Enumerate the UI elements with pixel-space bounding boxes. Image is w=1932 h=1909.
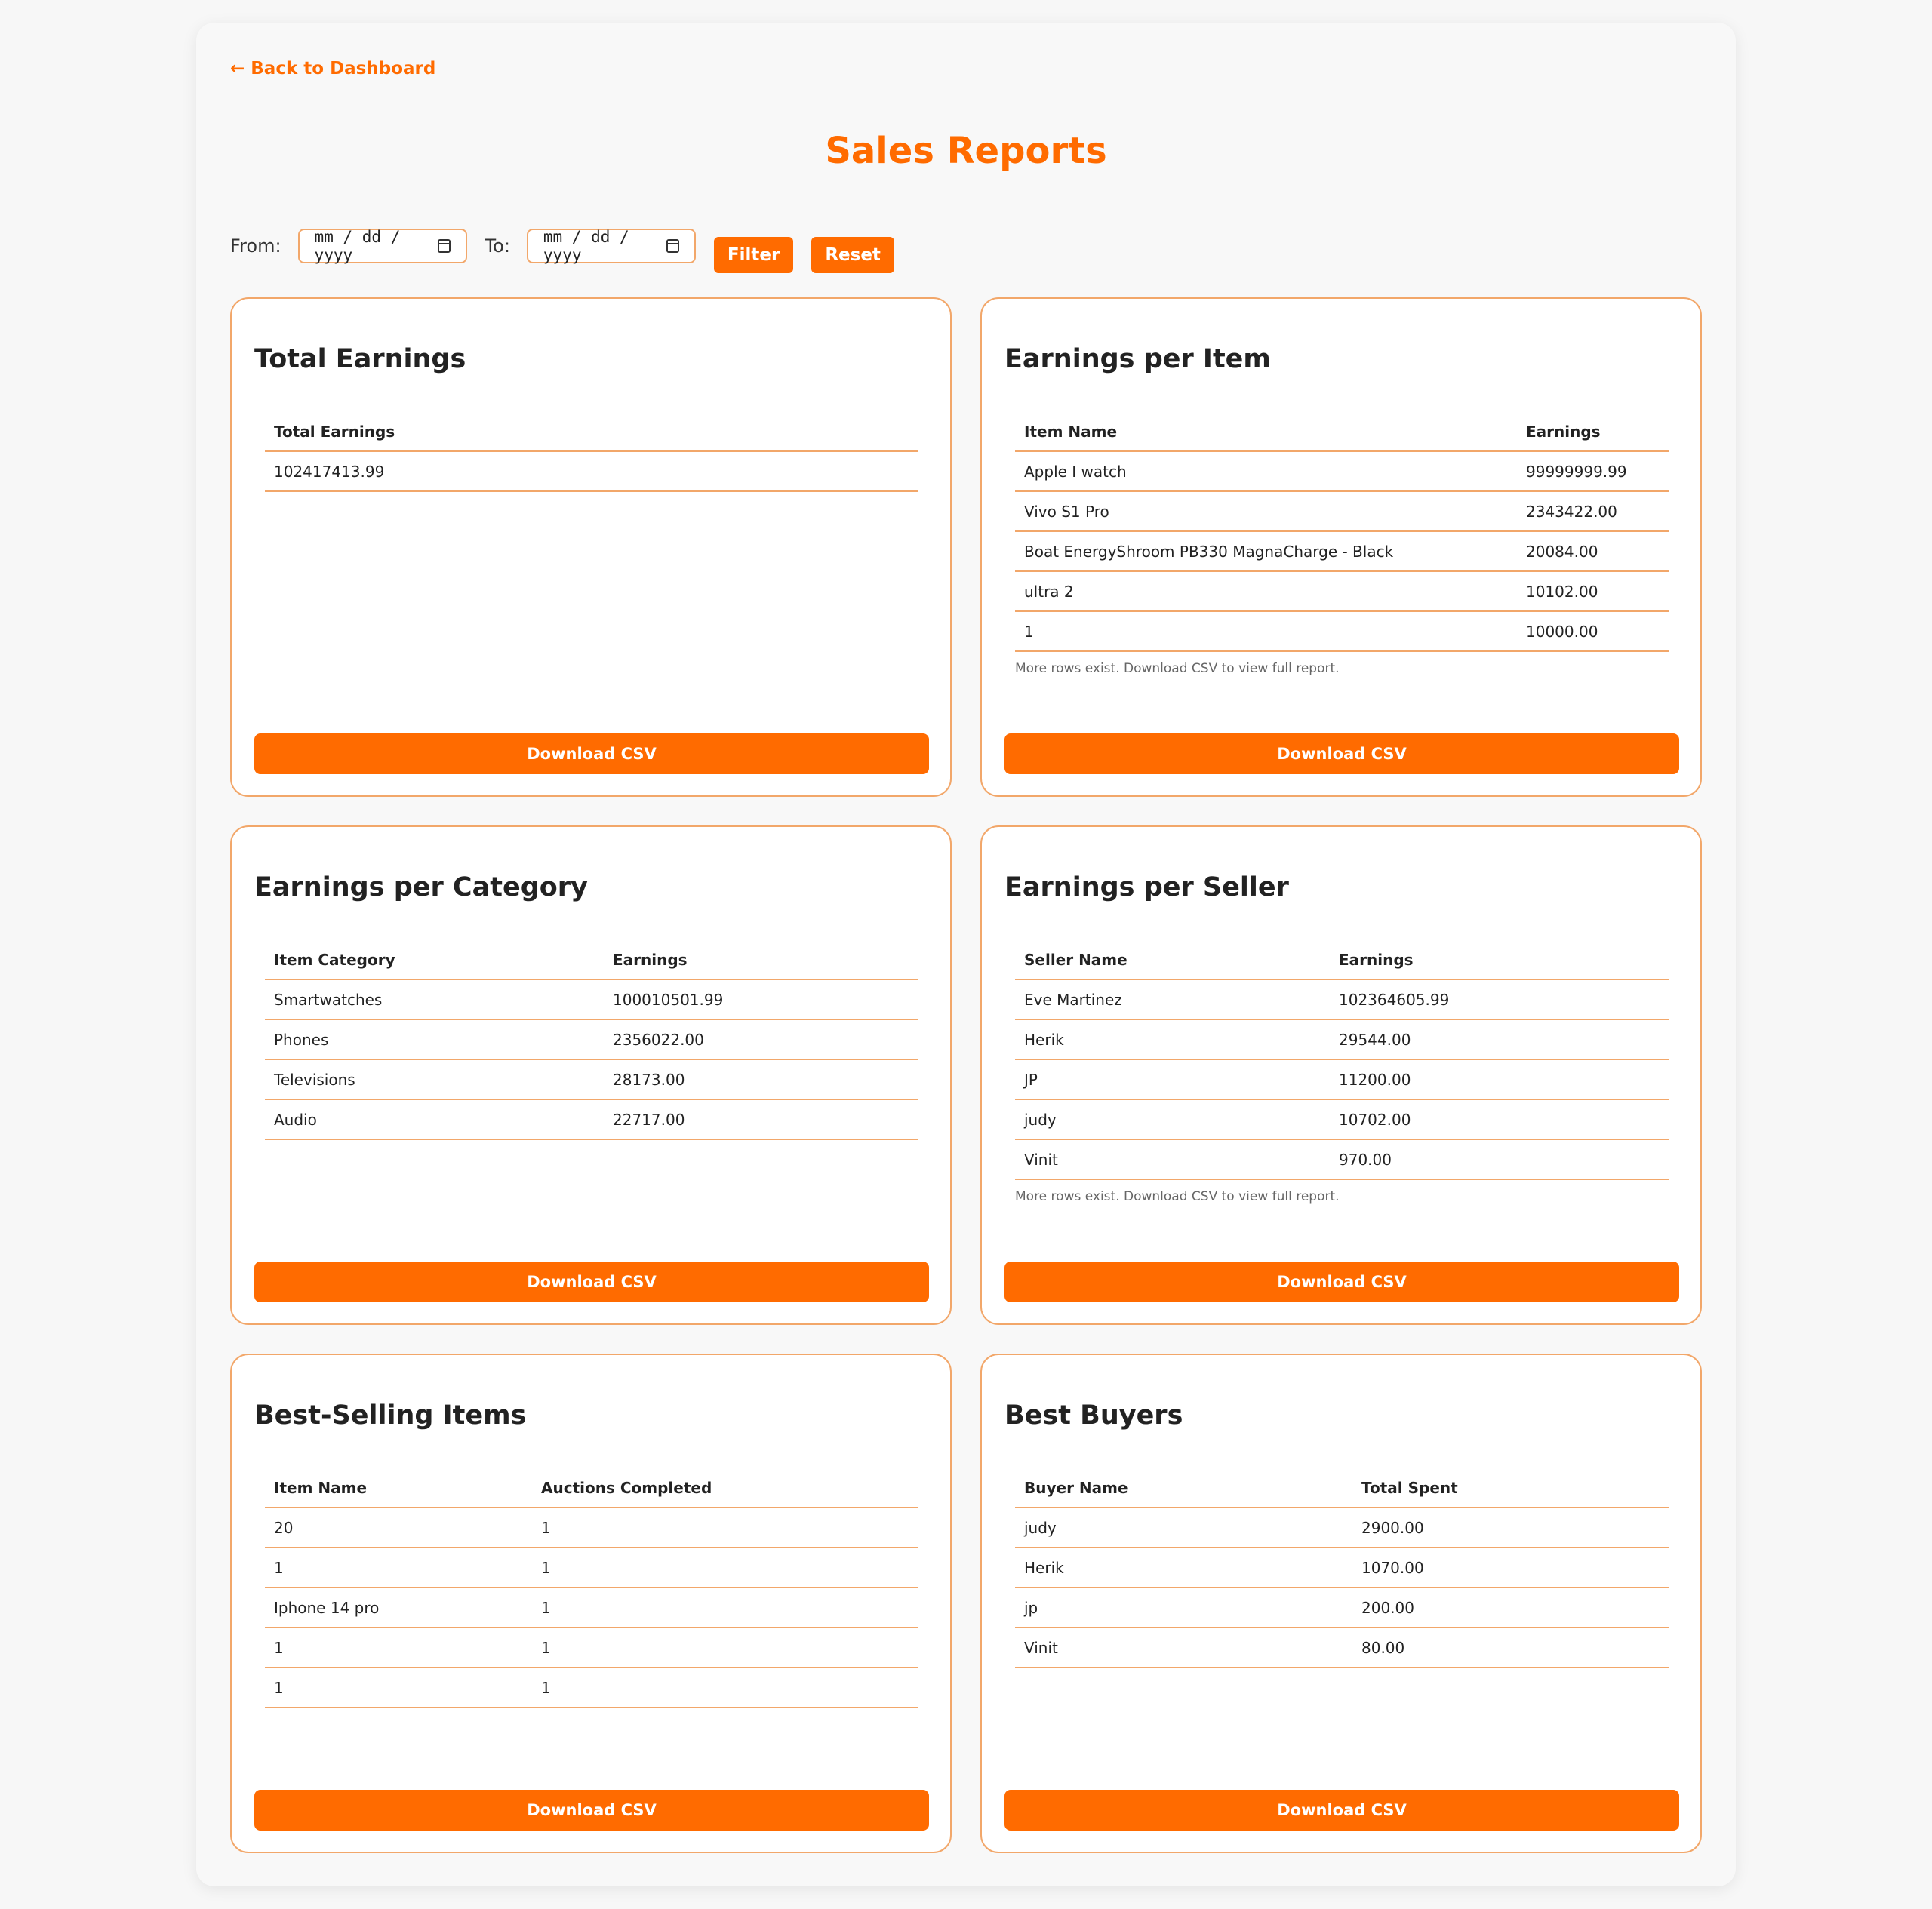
table-cell: 102364605.99	[1330, 979, 1669, 1019]
table-row	[265, 979, 918, 1019]
table-row	[1015, 611, 1669, 651]
column-header: Item Category	[265, 940, 604, 979]
from-label: From:	[230, 235, 281, 257]
table-row	[265, 1508, 918, 1548]
table-row	[1015, 1099, 1669, 1139]
table-cell: 1	[532, 1588, 918, 1628]
column-header: Total Earnings	[265, 412, 918, 451]
table-cell: ultra 2	[1015, 571, 1517, 611]
download-csv-button[interactable]: Download CSV	[254, 733, 929, 774]
table-cell: 1	[265, 1668, 532, 1708]
calendar-icon[interactable]	[438, 239, 451, 253]
card-title: Best Buyers	[1004, 1400, 1183, 1431]
table-row	[265, 1059, 918, 1099]
page-title: Sales Reports	[825, 130, 1107, 172]
table-cell: Phones	[265, 1019, 604, 1059]
table-row	[265, 1099, 918, 1139]
report-table	[265, 1468, 918, 1708]
table-row	[265, 1668, 918, 1708]
column-header: Earnings	[604, 940, 918, 979]
table-row	[265, 451, 918, 491]
download-csv-button[interactable]: Download CSV	[254, 1262, 929, 1302]
table-row	[1015, 571, 1669, 611]
best-selling-items-card	[230, 1354, 952, 1853]
more-rows-note: More rows exist. Download CSV to view full report.	[1015, 661, 1340, 676]
column-header: Seller Name	[1015, 940, 1330, 979]
table-cell: Eve Martinez	[1015, 979, 1330, 1019]
table-cell: 99999999.99	[1517, 451, 1669, 491]
download-csv-button[interactable]: Download CSV	[1004, 1262, 1679, 1302]
calendar-icon[interactable]	[666, 239, 679, 253]
download-csv-button[interactable]: Download CSV	[1004, 1790, 1679, 1831]
table-cell: Herik	[1015, 1548, 1352, 1588]
table-cell: 1	[532, 1508, 918, 1548]
total-earnings-card	[230, 297, 952, 797]
filter-button[interactable]: Filter	[714, 237, 793, 273]
table-cell: 1	[1015, 611, 1517, 651]
table-cell: 2356022.00	[604, 1019, 918, 1059]
table-cell: 28173.00	[604, 1059, 918, 1099]
best-buyers-card	[980, 1354, 1702, 1853]
table-cell: Televisions	[265, 1059, 604, 1099]
card-title: Earnings per Seller	[1004, 872, 1289, 902]
table-cell: Audio	[265, 1099, 604, 1139]
download-csv-button[interactable]: Download CSV	[1004, 733, 1679, 774]
report-table	[265, 940, 918, 1140]
table-row	[1015, 1628, 1669, 1668]
table-cell: Vinit	[1015, 1139, 1330, 1179]
column-header: Item Name	[265, 1468, 532, 1508]
table-cell: 80.00	[1352, 1628, 1669, 1668]
column-header: Earnings	[1330, 940, 1669, 979]
table-cell: 10102.00	[1517, 571, 1669, 611]
table-row	[1015, 1139, 1669, 1179]
table-cell: 2900.00	[1352, 1508, 1669, 1548]
reset-button[interactable]: Reset	[811, 237, 894, 273]
table-cell: 20	[265, 1508, 532, 1548]
table-cell: Vinit	[1015, 1628, 1352, 1668]
card-title: Earnings per Category	[254, 872, 588, 902]
table-cell: judy	[1015, 1508, 1352, 1548]
table-row	[265, 1588, 918, 1628]
table-row	[1015, 531, 1669, 571]
download-csv-button[interactable]: Download CSV	[254, 1790, 929, 1831]
table-cell: Boat EnergyShroom PB330 MagnaCharge - Black	[1015, 531, 1517, 571]
table-cell: judy	[1015, 1099, 1330, 1139]
table-row	[1015, 1059, 1669, 1099]
column-header: Item Name	[1015, 412, 1517, 451]
table-row	[1015, 1019, 1669, 1059]
to-date-placeholder: mm / dd / yyyy	[543, 228, 629, 264]
table-cell: 10000.00	[1517, 611, 1669, 651]
table-cell: JP	[1015, 1059, 1330, 1099]
table-cell: 1	[532, 1668, 918, 1708]
table-cell: 970.00	[1330, 1139, 1669, 1179]
table-cell: Herik	[1015, 1019, 1330, 1059]
table-cell: 22717.00	[604, 1099, 918, 1139]
table-cell: 100010501.99	[604, 979, 918, 1019]
table-cell: 1	[265, 1628, 532, 1668]
more-rows-note: More rows exist. Download CSV to view full report.	[1015, 1189, 1340, 1204]
table-cell: Apple I watch	[1015, 451, 1517, 491]
column-header: Buyer Name	[1015, 1468, 1352, 1508]
card-title: Best-Selling Items	[254, 1400, 527, 1431]
table-cell: jp	[1015, 1588, 1352, 1628]
table-cell: 2343422.00	[1517, 491, 1669, 531]
table-cell: 10702.00	[1330, 1099, 1669, 1139]
table-cell: 20084.00	[1517, 531, 1669, 571]
table-row	[1015, 491, 1669, 531]
report-table	[265, 412, 918, 492]
table-row	[265, 1628, 918, 1668]
report-table	[1015, 1468, 1669, 1668]
table-row	[1015, 1508, 1669, 1548]
table-cell: 1	[532, 1628, 918, 1668]
to-label: To:	[485, 235, 510, 257]
table-row	[1015, 451, 1669, 491]
table-row	[1015, 1548, 1669, 1588]
from-date-placeholder: mm / dd / yyyy	[314, 228, 401, 264]
to-date-input[interactable]	[527, 229, 696, 263]
column-header: Earnings	[1517, 412, 1669, 451]
report-table	[1015, 940, 1669, 1180]
earnings-per-category-card	[230, 825, 952, 1325]
earnings-per-item-card	[980, 297, 1702, 797]
column-header: Total Spent	[1352, 1468, 1669, 1508]
column-header: Auctions Completed	[532, 1468, 918, 1508]
table-cell: 102417413.99	[265, 451, 918, 491]
table-cell: 200.00	[1352, 1588, 1669, 1628]
card-title: Earnings per Item	[1004, 344, 1271, 374]
table-cell: Smartwatches	[265, 979, 604, 1019]
table-row	[1015, 1588, 1669, 1628]
table-cell: Vivo S1 Pro	[1015, 491, 1517, 531]
date-filter-bar	[230, 219, 912, 273]
table-row	[265, 1548, 918, 1588]
table-row	[265, 1019, 918, 1059]
table-cell: 1	[265, 1548, 532, 1588]
table-cell: 1070.00	[1352, 1548, 1669, 1588]
back-to-dashboard-link[interactable]: ← Back to Dashboard	[230, 59, 436, 78]
table-row	[1015, 979, 1669, 1019]
earnings-per-seller-card	[980, 825, 1702, 1325]
table-cell: 1	[532, 1548, 918, 1588]
report-table	[1015, 412, 1669, 652]
from-date-input[interactable]	[298, 229, 467, 263]
reports-container	[196, 23, 1736, 1886]
card-title: Total Earnings	[254, 344, 466, 374]
table-cell: 11200.00	[1330, 1059, 1669, 1099]
table-cell: 29544.00	[1330, 1019, 1669, 1059]
table-cell: Iphone 14 pro	[265, 1588, 532, 1628]
